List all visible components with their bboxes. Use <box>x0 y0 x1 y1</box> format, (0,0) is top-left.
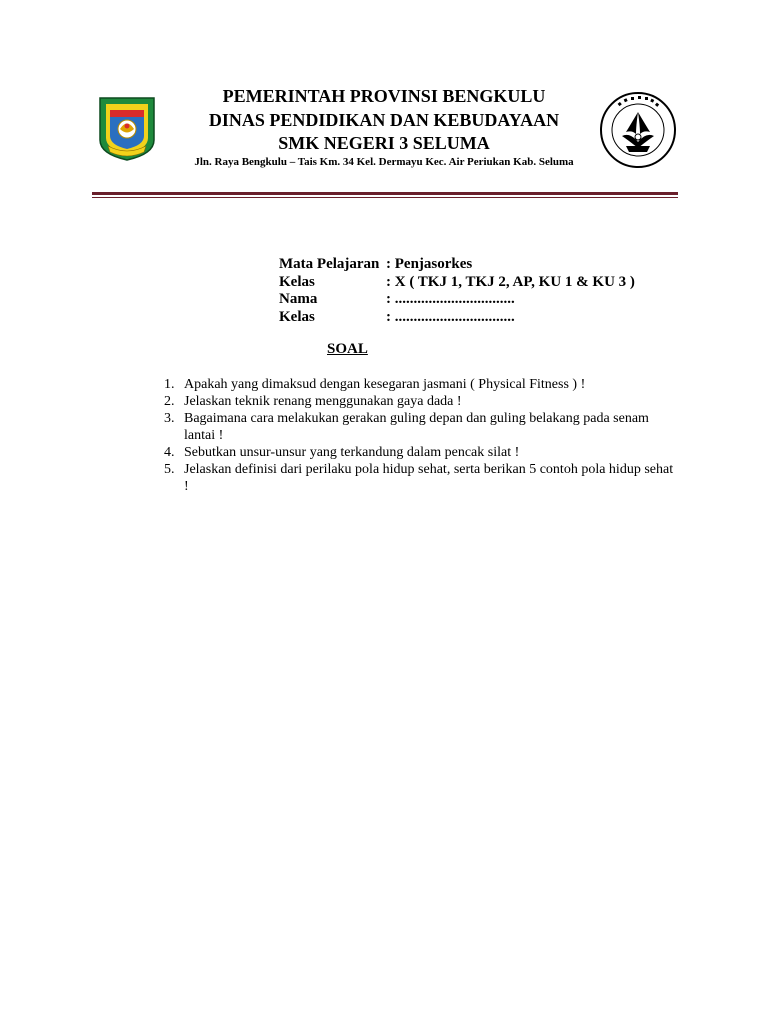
list-item <box>164 376 674 393</box>
info-label: Kelas <box>279 308 315 325</box>
letterhead-divider <box>92 192 678 195</box>
question-text: Jelaskan definisi dari perilaku pola hidup sehat, serta berikan 5 contoh pola hidup sehat ! <box>184 462 674 494</box>
letterhead-line-3: SMK NEGERI 3 SELUMA <box>278 133 490 153</box>
info-value: : ................................ <box>386 291 515 307</box>
question-number: 2. <box>164 394 175 409</box>
list-item <box>164 410 674 444</box>
question-text: Jelaskan teknik renang menggunakan gaya dada ! <box>184 394 462 409</box>
list-item <box>164 393 674 410</box>
list-item <box>164 444 674 461</box>
question-number: 3. <box>164 411 175 426</box>
info-label: Kelas <box>279 273 315 290</box>
question-text: Sebutkan unsur-unsur yang terkandung dalam pencak silat ! <box>184 445 520 460</box>
letterhead-line-2: DINAS PENDIDIKAN DAN KEBUDAYAAN <box>208 110 560 130</box>
question-text: Bagaimana cara melakukan gerakan guling depan dan guling belakang pada senam lantai ! <box>184 411 649 443</box>
info-label: Nama <box>279 291 318 307</box>
info-value: : X ( TKJ 1, TKJ 2, AP, KU 1 & KU 3 ) <box>386 273 635 290</box>
info-value: : ................................ <box>386 308 515 325</box>
info-label: Mata Pelajaran <box>279 256 380 272</box>
letterhead-divider-thin <box>92 197 678 198</box>
letterhead-line-1: PEMERINTAH PROVINSI BENGKULU <box>222 86 546 106</box>
question-number: 1. <box>164 377 175 392</box>
question-list <box>164 376 674 495</box>
info-value: : Penjasorkes <box>386 256 473 272</box>
list-item <box>164 461 674 495</box>
question-number: 5. <box>164 462 175 477</box>
letterhead-address: Jln. Raya Bengkulu – Tais Km. 34 Kel. Dermayu Kec. Air Periukan Kab. Seluma <box>194 156 574 168</box>
question-number: 4. <box>164 445 175 460</box>
question-text: Apakah yang dimaksud dengan kesegaran jasmani ( Physical Fitness ) ! <box>184 377 586 392</box>
section-title: SOAL <box>327 341 368 357</box>
